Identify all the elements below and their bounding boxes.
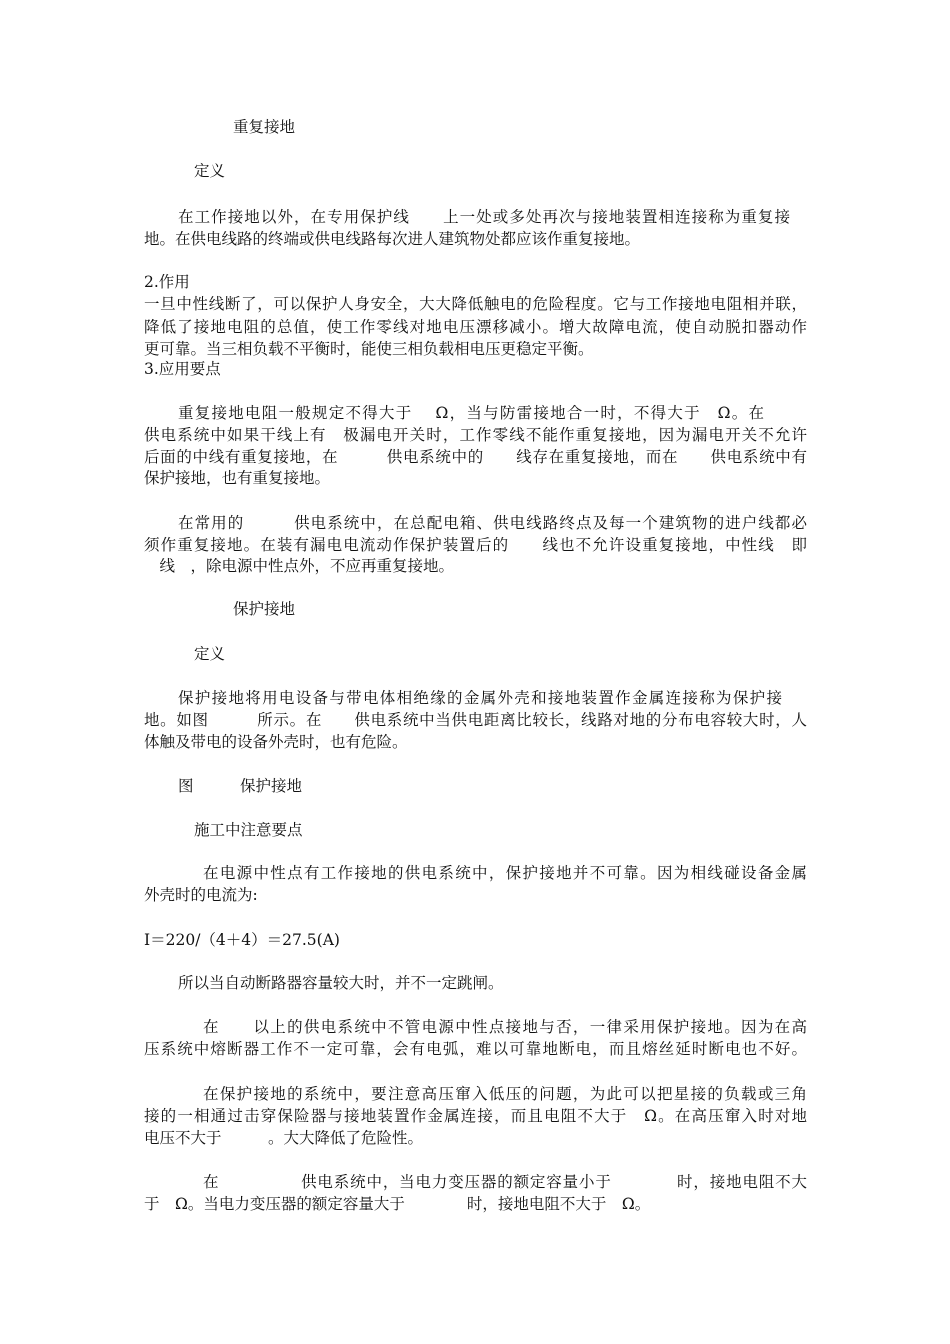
subsection-heading: 定义 (194, 645, 226, 663)
paragraph-line: 体触及带电的设备外壳时，也有危险。 (144, 733, 408, 751)
paragraph-line: 降低了接地电阻的总值，使工作零线对地电压漂移减小。增大故障电流，使自动脱扣器动作 (144, 318, 807, 336)
subsection-heading: 施工中注意要点 (194, 821, 303, 839)
formula: I＝220/（4＋4）＝27.5(A) (144, 931, 340, 949)
subsection-heading: 2.作用 (144, 273, 190, 291)
section-heading: 重复接地 (233, 118, 296, 136)
paragraph-line: 地。在供电线路的终端或供电线路每次进人建筑物处都应该作重复接地。 (144, 230, 641, 248)
paragraph-line: 重复接地电阻一般规定不得大于 Ω，当与防雷接地合一时，不得大于 Ω。在 (178, 404, 764, 422)
paragraph-line: 后面的中线有重复接地，在 供电系统中的 线存在重复接地，而在 供电系统中有 (144, 448, 807, 466)
paragraph-line: 在保护接地的系统中，要注意高压窜入低压的问题，为此可以把星接的负载或三角 (203, 1085, 807, 1103)
paragraph-line: 在电源中性点有工作接地的供电系统中，保护接地并不可靠。因为相线碰设备金属 (203, 864, 807, 882)
paragraph-line: 保护接地将用电设备与带电体相绝缘的金属外壳和接地装置作金属连接称为保护接 (178, 689, 782, 707)
paragraph-line: 线 ，除电源中性点外，不应再重复接地。 (144, 557, 455, 575)
paragraph-line: 在 供电系统中，当电力变压器的额定容量小于 时，接地电阻不大 (203, 1173, 807, 1191)
paragraph-line: 于 Ω。当电力变压器的额定容量大于 时，接地电阻不大于 Ω。 (144, 1195, 651, 1213)
paragraph-line: 压系统中熔断器工作不一定可靠，会有电弧，难以可靠地断电，而且熔丝延时断电也不好。 (144, 1040, 807, 1058)
paragraph-line: 地。如图 所示。在 供电系统中当供电距离比较长，线路对地的分布电容较大时，人 (144, 711, 807, 729)
paragraph-line: 在常用的 供电系统中，在总配电箱、供电线路终点及每一个建筑物的进户线都必 (178, 514, 807, 532)
figure-caption: 图 保护接地 (178, 777, 303, 795)
subsection-heading: 定义 (194, 162, 226, 180)
paragraph-line: 外壳时的电流为: (144, 886, 258, 904)
paragraph-line: 在 以上的供电系统中不管电源中性点接地与否，一律采用保护接地。因为在高 (203, 1018, 807, 1036)
paragraph-line: 保护接地，也有重复接地。 (144, 469, 331, 487)
subsection-heading: 3.应用要点 (144, 360, 221, 378)
paragraph-line: 在工作接地以外，在专用保护线 上一处或多处再次与接地装置相连接称为重复接 (178, 208, 790, 226)
paragraph-line: 接的一相通过击穿保险器与接地装置作金属连接，而且电阻不大于 Ω。在高压窜入时对地 (144, 1107, 807, 1125)
paragraph-line: 电压不大于 。大大降低了危险性。 (144, 1129, 424, 1147)
section-heading: 保护接地 (233, 600, 296, 618)
paragraph-line: 更可靠。当三相负载不平衡时，能使三相负载相电压更稳定平衡。 (144, 340, 594, 358)
paragraph-line: 须作重复接地。在装有漏电电流动作保护装置后的 线也不允许设重复接地，中性线 即 (144, 536, 807, 554)
paragraph-line: 供电系统中如果干线上有 极漏电开关时，工作零线不能作重复接地，因为漏电开关不允许 (144, 426, 807, 444)
paragraph-line: 所以当自动断路器容量较大时，并不一定跳闸。 (178, 974, 504, 992)
paragraph-line: 一旦中性线断了，可以保护人身安全，大大降低触电的危险程度。它与工作接地电阻相并联， (144, 295, 807, 313)
